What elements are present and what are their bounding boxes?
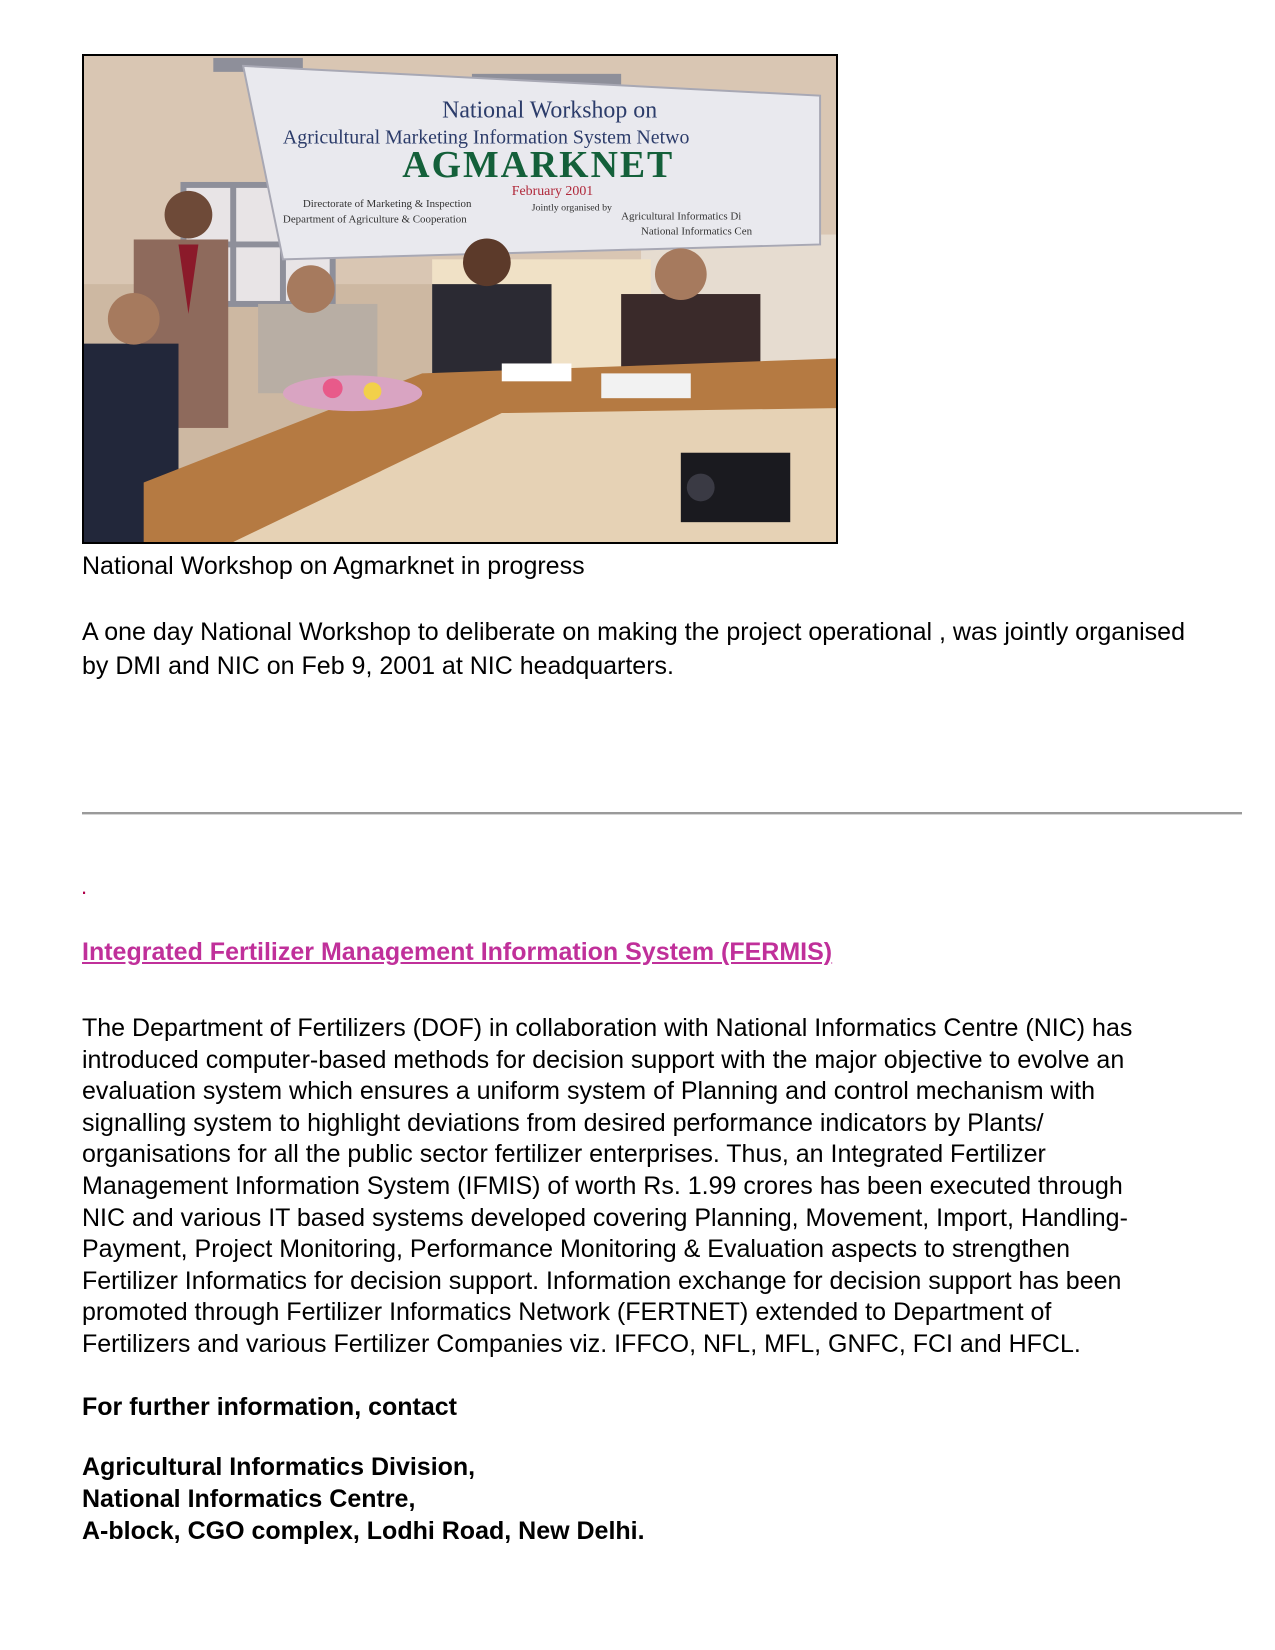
body-line: NIC and various IT based systems developed covering Planning, Movement, Import, Handling- xyxy=(82,1203,1128,1232)
banner-right-1: Agricultural Informatics Di xyxy=(621,210,742,223)
fermis-description xyxy=(82,1013,1212,1361)
body-line: Fertilizers and various Fertilizer Companies viz. IFFCO, NFL, MFL, GNFC, FCI and HFCL. xyxy=(82,1329,1081,1358)
body-line: signalling system to highlight deviations from desired performance indicators by Plants/ xyxy=(82,1108,1044,1137)
body-line: Fertilizer Informatics for decision support. Information exchange for decision support has been xyxy=(82,1266,1122,1295)
body-line: introduced computer-based methods for decision support with the major objective to evolve an xyxy=(82,1045,1125,1074)
address-line: National Informatics Centre, xyxy=(82,1485,416,1513)
body-line: Management Information System (IFMIS) of worth Rs. 1.99 crores has been executed through xyxy=(82,1171,1123,1200)
banner-line2: Agricultural Marketing Information System Netwo xyxy=(282,126,690,149)
address-line: Agricultural Informatics Division, xyxy=(82,1453,476,1481)
banner-left-2: Department of Agriculture & Cooperation xyxy=(282,213,467,226)
photo-caption: National Workshop on Agmarknet in progress xyxy=(82,552,585,580)
body-line: evaluation system which ensures a uniform system of Planning and control mechanism with xyxy=(82,1077,1095,1106)
contact-address xyxy=(82,1451,645,1547)
banner-date: February 2001 xyxy=(511,183,594,199)
separator-dot: . xyxy=(81,874,88,899)
address-line: A-block, CGO complex, Lodhi Road, New Delhi. xyxy=(82,1517,645,1545)
horizontal-divider xyxy=(82,812,1242,815)
body-line: The Department of Fertilizers (DOF) in collaboration with National Informatics Centre (NIC) has xyxy=(82,1014,1133,1042)
body-line: promoted through Fertilizer Informatics Network (FERTNET) extended to Department of xyxy=(82,1298,1052,1327)
banner-left-1: Directorate of Marketing & Inspection xyxy=(302,197,472,210)
contact-heading: For further information, contact xyxy=(82,1393,457,1421)
body-line: Payment, Project Monitoring, Performance Monitoring & Evaluation aspects to strengthen xyxy=(82,1235,1071,1264)
banner-right-2: National Informatics Cen xyxy=(641,225,753,238)
banner-title: AGMARKNET xyxy=(402,144,675,186)
workshop-photo xyxy=(82,54,838,544)
workshop-intro-paragraph: A one day National Workshop to deliberate on making the project operational , was jointly organised by DMI and NIC on Feb 9, 2001 at NIC headquarters. xyxy=(82,618,1185,680)
fermis-title-link[interactable]: Integrated Fertilizer Management Information System (FERMIS) xyxy=(82,938,833,966)
banner-jointly: Jointly organised by xyxy=(531,202,613,214)
workshop-photo-illustration xyxy=(84,56,836,542)
banner-line1: National Workshop on xyxy=(442,97,658,124)
body-line: organisations for all the public sector fertilizer enterprises. Thus, an Integrated Fertilizer xyxy=(82,1140,1046,1169)
